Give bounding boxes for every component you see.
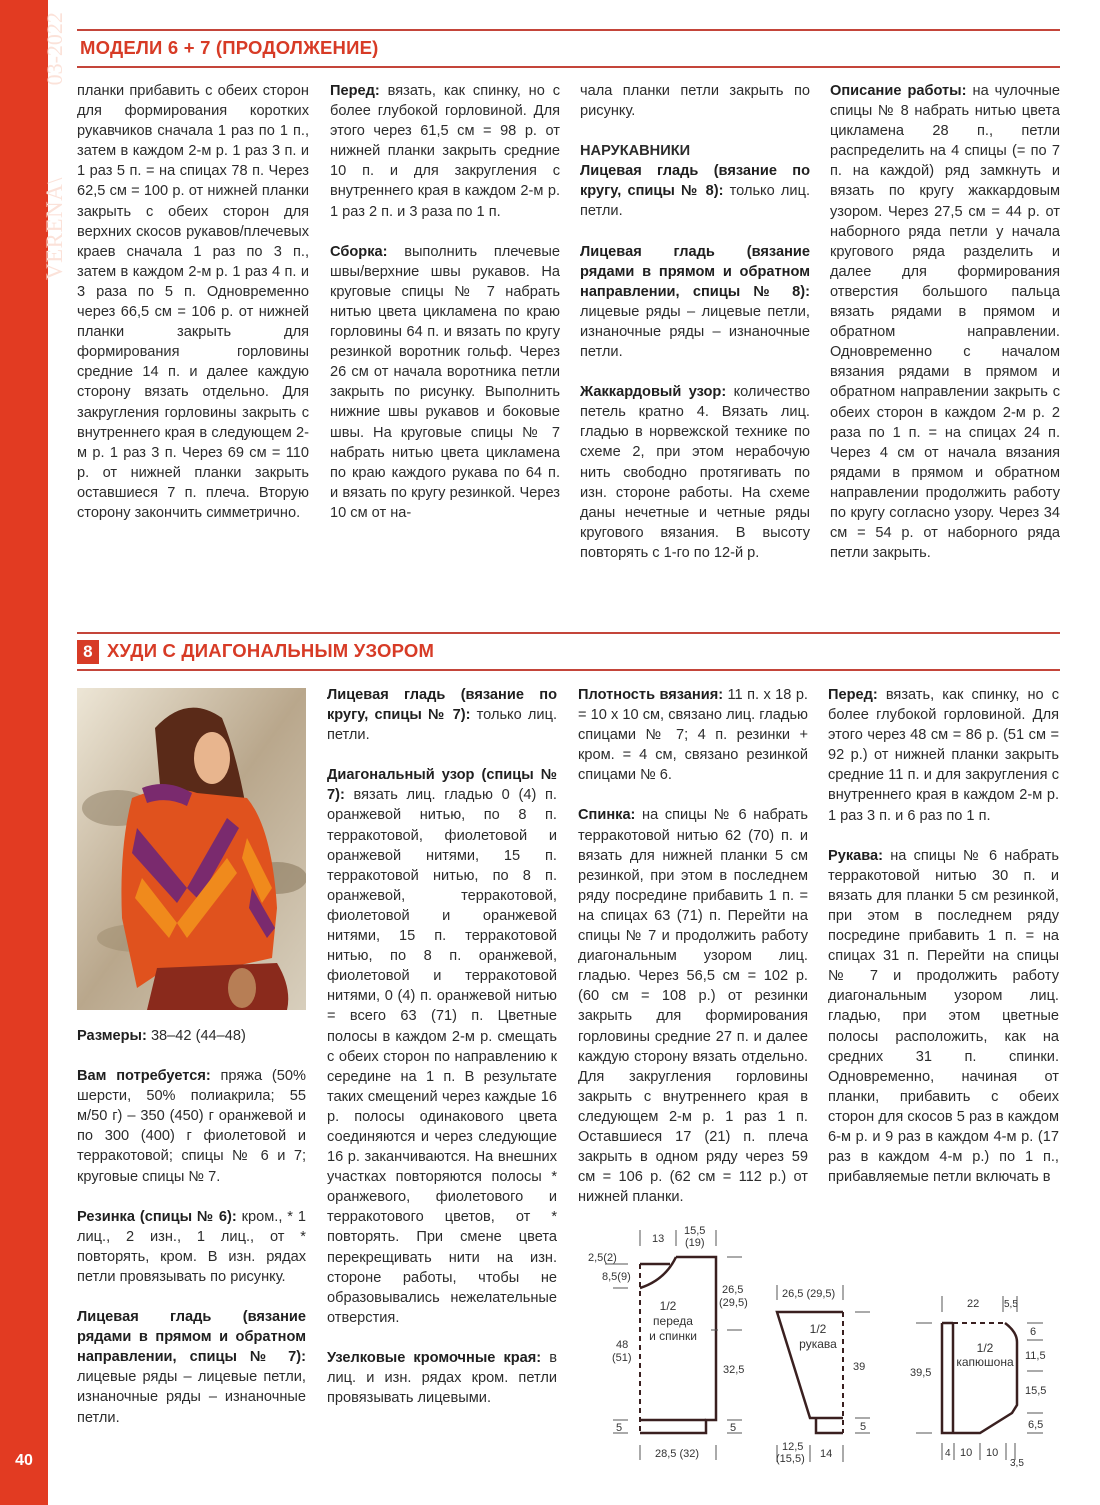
edge-paragraph: Узелковые кромочные края: в лиц. и изн. рядах кром. петли провязывать лицевыми. xyxy=(327,1349,557,1407)
dim-hood-b1: 4 xyxy=(945,1448,951,1459)
dim-rib-left: 5 xyxy=(616,1422,623,1434)
section2-column-1 xyxy=(77,1026,306,1428)
dim-hood-r3: 15,5 xyxy=(1025,1385,1047,1397)
stockinette-rows-paragraph: Лицевая гладь (вязание рядами в прямом и обратном направлении, спицы № 8): лицевые ряды – лицевые петли, изнаночные ряды – изнаночные петли. xyxy=(580,243,810,361)
dim-rib-right: 5 xyxy=(730,1422,737,1434)
dim-hood-b3: 10 xyxy=(986,1447,999,1459)
dim-hood-b2: 10 xyxy=(960,1447,973,1459)
dim-height-1: 48 xyxy=(616,1339,629,1351)
dim-top-right-2: (19) xyxy=(685,1237,705,1249)
dim-neck-depth: 8,5(9) xyxy=(602,1271,631,1283)
wristwarmers-block: НАРУКАВНИКИ Лицевая гладь (вязание по кругу, спицы № 8): только лиц. петли. xyxy=(580,143,810,220)
gauge-paragraph: Плотность вязания: 11 п. х 18 р. = 10 х 10 см, связано лиц. гладью спицами № 7; 4 п. резинки + кром. = 4 см, связано резинкой спицами № 6. xyxy=(578,687,808,784)
dim-sleeve-height: 39 xyxy=(853,1361,866,1373)
dim-hood-top: 22 xyxy=(967,1298,980,1310)
hood-label-2: капюшона xyxy=(956,1355,1014,1369)
diagonal-pattern-paragraph: Диагональный узор (спицы № 7): вязать лиц. гладью 0 (4) п. оранжевой нитью, по 8 п. терракотовой, фиолетовой и оранжевой нитями, 15 п. терракотовой нитью, по 8 п. оранжевой, терракотовой, фиолетовой и оранжевой нитями, 15 п. терракотовой нитью, по 8 п. оранжевой, фиолетовой и терракотовой нитями, 0 (4) п. оранжевой нитью = всего 63 (71) п. Цветные полосы в каждом 2-м р. смещать с обеих сторон по направлению к середине на 1 п. В результате таких смещений через каждые 16 р. полосы одинакового цвета соединяются и через следующие 16 р. заканчиваются. На внешних участках повторяются полосы * оранжевого, фиолетового и терракотового цветов, от * повторять. При смене цвета перекрещивать нити на изн. стороне работы, чтобы не образовывались нежелательные отверстия. xyxy=(327,767,557,1326)
front-paragraph: Перед: вязать, как спинку, но с более глубокой горловиной. Для этого через 61,5 см = 98 р. от нижней планки закрыть средние 10 п. и для закругления с внутреннего края в каждом 2-м р. 1 раз 2 п. и 3 раза по 1 п. xyxy=(330,83,560,220)
dim-hood-r4: 6,5 xyxy=(1028,1419,1044,1431)
dim-hood-top-right: 5,5 xyxy=(1004,1299,1018,1310)
paragraph: планки прибавить с обеих сторон для формирования коротких рукавчиков сначала 1 раз по 1 п., затем в каждом 2-м р. 1 раз 3 п. и 1 раз 5 п. = на спицах 78 п. Через 62,5 см = 100 р. от нижней планки закрыть с обеих сторон для верхних скосов рукавов/плечевых краев сначала 1 раз по 3 п., затем в каждом 2-м р. 1 раз 4 п. и 3 раза по 5 п. Одновременно через 66,5 см = 106 р. от нижней планки закрыть для формирования горловины средние 14 п. и далее каждую сторону вязать отдельно. Для закругления горловины закрыть с внутреннего края в следующем 2-м р. 1 раз 3 п. Через 69 см = 110 р. от нижней планки закрыть оставшиеся 7 п. плеча. Вторую сторону закончить симметрично. xyxy=(77,83,309,521)
section-title-models-6-7: МОДЕЛИ 6 + 7 (ПРОДОЛЖЕНИЕ) xyxy=(80,37,379,58)
section1-column-3 xyxy=(580,81,810,563)
dim-hood-r1: 6 xyxy=(1030,1326,1037,1338)
sleeve-label-1: 1/2 xyxy=(809,1322,827,1336)
jacquard-paragraph: Жаккардовый узор: количество петель кратно 4. Вязать лиц. гладью в норвежской технике по схеме 2, при этом нерабочую нить свободно протягивать по изн. стороне работы. На схеме даны нечетные и четные ряды кругового вязания. В высоту повторять с 1-го по 12-й р. xyxy=(580,384,810,561)
materials-paragraph: Вам потребуется: пряжа (50% шерсти, 50% полиакрила; 55 м/50 г) – 350 (450) г оранжевой и по 300 (400) г фиолетовой и терракотовой; спицы № 6 и 7; круговые спицы № 7. xyxy=(77,1068,306,1185)
dim-sleeve-bottom-left-1: 12,5 xyxy=(782,1441,804,1453)
dim-top-right-1: 15,5 xyxy=(684,1225,706,1237)
diagram-label-2: переда xyxy=(653,1314,693,1328)
brand-special: SPECIAL xyxy=(45,90,67,178)
section2-rule-top xyxy=(77,632,1060,634)
section1-column-2 xyxy=(330,81,560,523)
page-number: 40 xyxy=(15,1452,33,1469)
hood-label-1: 1/2 xyxy=(976,1341,994,1355)
section-title-hoodie: 8 ХУДИ С ДИАГОНАЛЬНЫМ УЗОРОМ xyxy=(77,640,434,664)
stockinette-round-paragraph: Лицевая гладь (вязание по кругу, спицы № 7): только лиц. петли. xyxy=(327,687,557,744)
diagram-label-3: и спинки xyxy=(649,1329,697,1343)
dim-armhole-1: 26,5 xyxy=(722,1284,744,1296)
sizes-paragraph: Размеры: 38–42 (44–48) xyxy=(77,1028,246,1044)
assembly-paragraph: Сборка: выполнить плечевые швы/верхние швы рукавов. На круговые спицы № 7 набрать нитью цвета цикламена по краю горловины 64 п. и вязать по кругу резинкой воротник гольф. Через 26 см от начала воротника петли закрыть по рисунку. Выполнить нижние швы рукавов и боковые швы. На круговые спицы № 7 набрать нитью цвета цикламена по краю каждого рукава по 64 п. и вязать по кругу резинкой. Через 10 см от на- xyxy=(330,243,560,521)
stockinette-rows-paragraph: Лицевая гладь (вязание рядами в прямом и обратном направлении, спицы № 7): лицевые ряды – лицевые петли, изнаночные ряды – изнаночные петли. xyxy=(77,1309,306,1426)
section2-column-4 xyxy=(828,685,1059,1187)
hoodie-photo-illustration xyxy=(77,688,306,1010)
sleeve-label-2: рукава xyxy=(799,1337,837,1351)
front-paragraph: Перед: вязать, как спинку, но с более глубокой горловиной. Для этого через 48 см = 86 р. (51 см = 92 р.) от нижней планки закрыть средние 11 п. и для закругления с внутреннего края в каждом 2-м р. 1 раз 3 п. и 6 раз по 1 п. xyxy=(828,687,1059,824)
section1-column-4 xyxy=(830,81,1060,563)
work-description-paragraph: Описание работы: на чулочные спицы № 8 набрать нитью цвета цикламена 28 п., петли распределить на 4 спицы (= по 7 п. на каждой) ряд замкнуть и вязать по кругу жаккардовым узором. Через 27,5 см = 44 р. от наборного ряда петли у начала кругового ряда разделить и далее для формирования отверстия большого пальца вязать рядами в прямом и обратном направлении. Одновременно с началом вязания рядами в прямом и обратном направлении закрыть с обеих сторон в каждом 2-м р. 2 раза по 1 п. = на спицах 24 п. Через 4 см от начала вязания рядами в прямом и обратном направлении продолжить работу по кругу согласно узору. Через 34 см = 54 р. от наборного ряда петли закрыть. xyxy=(830,83,1060,562)
sleeves-paragraph: Рукава: на спицы № 6 набрать терракотовой нитью 30 п. и вязать для планки 5 см резинкой, при этом в последнем ряду посредине прибавить 1 п. = на спицах 31 п. Перейти на спицы № 7 и продолжить работу диагональным узором лиц. гладью, при этом цветные полосы расположить, как на средних 31 п. спинки. Одновременно, начиная от планки, прибавить с обеих сторон для скосов 5 раз в каждом 6-м р. и 9 раз в каждом 4-м р. (17 раз в каждом 4-м р.) по 1 п., прибавляемые петли включать в xyxy=(828,847,1059,1186)
rib-paragraph: Резинка (спицы № 6): кром., * 1 лиц., 2 изн., 1 лиц., от * повторять, кром. В изн. рядах петли провязывать по рисунку. xyxy=(77,1208,306,1285)
model-number-badge: 8 xyxy=(77,640,99,664)
dim-hood-height: 39,5 xyxy=(910,1367,932,1379)
dim-hood-b4: 3,5 xyxy=(1010,1458,1024,1469)
header-rule-bottom xyxy=(77,66,1060,68)
model-photo xyxy=(77,688,306,1010)
dim-side: 32,5 xyxy=(723,1364,745,1376)
section2-rule-bottom xyxy=(77,669,1060,671)
dim-height-2: (51) xyxy=(612,1352,632,1364)
magazine-brand xyxy=(10,12,67,280)
diagram-hood-half xyxy=(900,1280,1070,1505)
dim-width: 28,5 (32) xyxy=(655,1448,700,1460)
diagram-body-half xyxy=(580,1220,760,1505)
dim-sleeve-top: 26,5 (29,5) xyxy=(782,1288,836,1300)
issue-number: 03-2022 xyxy=(42,12,67,91)
diagram-sleeve-half xyxy=(760,1270,900,1505)
dim-sleeve-bottom-left-2: (15,5) xyxy=(776,1453,805,1465)
dim-top-left: 13 xyxy=(652,1233,665,1245)
dim-hood-r2: 11,5 xyxy=(1025,1350,1046,1362)
dim-neck-top: 2,5(2) xyxy=(588,1252,617,1264)
continuation-paragraph: чала планки петли закрыть по рисунку. xyxy=(580,83,810,120)
dim-sleeve-bottom-right: 14 xyxy=(820,1448,833,1460)
section2-column-3 xyxy=(578,685,808,1207)
brand-verena: VERENA xyxy=(42,183,67,280)
page-sidebar xyxy=(0,0,67,1505)
dim-armhole-2: (29,5) xyxy=(719,1297,748,1309)
header-rule-top xyxy=(77,29,1060,31)
section1-column-1 xyxy=(77,81,309,523)
dim-sleeve-rib: 5 xyxy=(860,1421,867,1433)
back-paragraph: Спинка: на спицы № 6 набрать терракотовой нитью 62 (70) п. и вязать для нижней планки 5 см резинкой, при этом в последнем ряду посредине прибавить 1 п. = на спицах 63 (71) п. Перейти на спицы № 7 и продолжить работу диагональным узором лиц. гладью. Через 56,5 см = 102 р. (60 см = 108 р.) от резинки закрыть для формирования горловины средние 27 п. и далее каждую сторону вязать отдельно. Для закругления горловины закрыть с внутреннего края в следующем 2-м р. 1 раз 1 п. Оставшиеся 17 (21) п. плеча закрыть в одном ряду через 59 см = 106 р. (62 см = 112 р.) от нижней планки. xyxy=(578,807,808,1206)
section2-column-2 xyxy=(327,685,557,1408)
brand-separator: \ xyxy=(42,177,67,184)
diagram-label-1: 1/2 xyxy=(659,1299,677,1313)
subheading-wristwarmers: НАРУКАВНИКИ xyxy=(580,143,691,160)
